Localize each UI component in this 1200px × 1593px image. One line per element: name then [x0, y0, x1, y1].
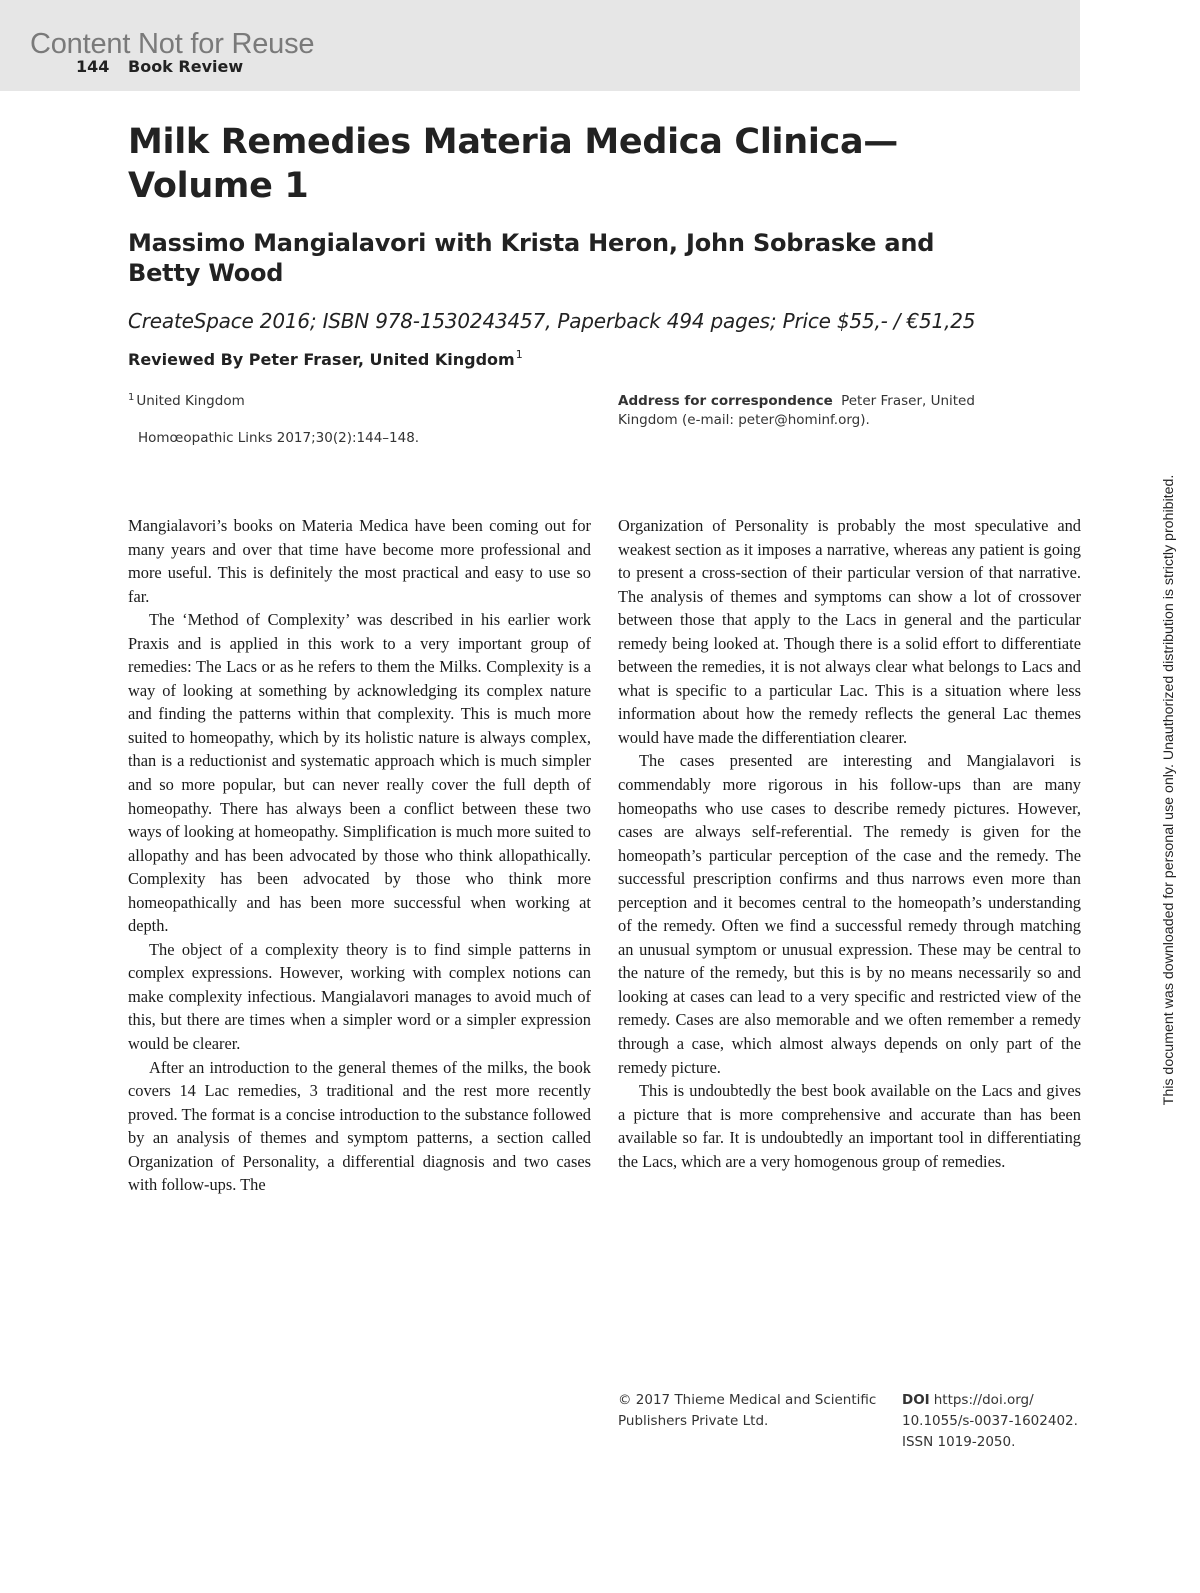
issn: ISSN 1019-2050. — [902, 1434, 1016, 1450]
title-line-1: Milk Remedies Materia Medica Clinica— — [128, 122, 898, 162]
copyright-notice — [618, 1390, 888, 1432]
copyright-line-2: Publishers Private Ltd. — [618, 1413, 769, 1429]
affiliation-text: United Kingdom — [136, 393, 245, 409]
body-column-right — [618, 514, 1081, 1173]
correspondence-label: Address for correspondence — [618, 393, 833, 409]
paragraph: Mangialavori’s books on Materia Medica have been coming out for many years and over that time have become more professional and more useful. This is definitely the most practical and easy to use so far. — [128, 516, 591, 606]
authors-line-1: Massimo Mangialavori with Krista Heron, John Sobraske and — [128, 229, 935, 257]
page-number: 144 — [76, 57, 110, 76]
doi-line-2[interactable]: 10.1055/s-0037-1602402. — [902, 1413, 1078, 1429]
affiliation — [128, 392, 245, 409]
correspondence-text: Peter Fraser, United Kingdom (e-mail: peter@hominf.org). — [618, 393, 975, 428]
reviewer — [128, 348, 523, 369]
paragraph: The cases presented are interesting and Mangialavori is commendably more rigorous in his follow-ups than are many homeopaths who use cases to describe remedy pictures. However, cases are always self-referential. The remedy is given for the homeopath’s particular perception of the case and the remedy. The successful prescription confirms and thus narrows even more than perception and it becomes central to the homeopath’s understanding of the remedy. Often we find a successful remedy through matching an unusual symptom or unusual expression. These may be central to the nature of the remedy, but this is by no means necessarily so and looking at cases can lead to a very specific and restricted view of the remedy. Cases are also memorable and we often remember a remedy through a case, which almost always depends on only part of the remedy picture. — [618, 751, 1081, 1077]
section-label: Book Review — [128, 57, 244, 76]
body-column-left — [128, 514, 591, 1197]
journal-citation: Homœopathic Links 2017;30(2):144–148. — [138, 430, 420, 446]
download-notice: This document was downloaded for personal use only. Unauthorized distribution is strictly prohibited. — [1161, 474, 1177, 1106]
doi-block — [902, 1390, 1102, 1453]
affiliation-footnote-mark: 1 — [128, 392, 135, 403]
reviewer-name: Reviewed By Peter Fraser, United Kingdom — [128, 350, 515, 369]
publication-info: CreateSpace 2016; ISBN 978-1530243457, Paperback 494 pages; Price $55,- / €51,25 — [128, 309, 976, 333]
title-line-2: Volume 1 — [128, 166, 309, 206]
paragraph: This is undoubtedly the best book available on the Lacs and gives a picture that is more comprehensive and accurate than has been available so far. It is undoubtedly an important tool in differentiating the Lacs, which are a very homogenous group of remedies. — [618, 1081, 1081, 1171]
paragraph: After an introduction to the general themes of the milks, the book covers 14 Lac remedies, 3 traditional and the rest more recently proved. The format is a concise introduction to the substance followed by an analysis of themes and symptom patterns, a section called Organization of Personality, a differential diagnosis and two cases with follow-ups. The — [128, 1057, 591, 1195]
doi-label: DOI — [902, 1392, 930, 1408]
authors-line-2: Betty Wood — [128, 259, 284, 287]
paragraph: Organization of Personality is probably the most speculative and weakest section as it imposes a narrative, whereas any patient is going to present a cross-section of their particular version of that narrative. The analysis of themes and symptoms can show a lot of crossover between those that apply to the Lacs in general and the particular remedy being looked at. Though there is a solid effort to differentiate between the remedies, it is not always clear what belongs to Lacs and what is specific to a particular Lac. This is a situation where less information about how the remedy reflects the general Lac themes would have made the differentiation clearer. — [618, 516, 1081, 747]
book-authors — [128, 228, 1028, 288]
watermark: Content Not for Reuse — [30, 28, 315, 60]
paragraph: The object of a complexity theory is to find simple patterns in complex expressions. However, working with complex notions can make complexity infectious. Mangialavori manages to avoid much of this, but there are times when a simpler word or a simpler expression would be clearer. — [128, 939, 591, 1054]
article-title — [128, 120, 1028, 208]
reviewer-footnote-mark: 1 — [515, 348, 523, 361]
correspondence-address — [618, 392, 1038, 430]
doi-line-1[interactable]: https://doi.org/ — [933, 1392, 1034, 1408]
copyright-line-1: © 2017 Thieme Medical and Scientific — [618, 1392, 877, 1408]
paragraph: The ‘Method of Complexity’ was described in his earlier work Praxis and is applied in this work to a very important group of remedies: The Lacs or as he refers to them the Milks. Complexity is a way of looking at something by acknowledging its complex nature and finding the patterns within that complexity. This is much more suited to homeopathy, which by its holistic nature is always complex, than is a reductionist and systematic approach which is much simpler and so more popular, but can never really cover the full depth of homeopathy. There has always been a conflict between these two ways of looking at homeopathy. Simplification is much more suited to allopathy and has been advocated by those who think allopathically. Complexity has been advocated by those who think more homeopathically and has been more successful when working at depth. — [128, 610, 591, 936]
